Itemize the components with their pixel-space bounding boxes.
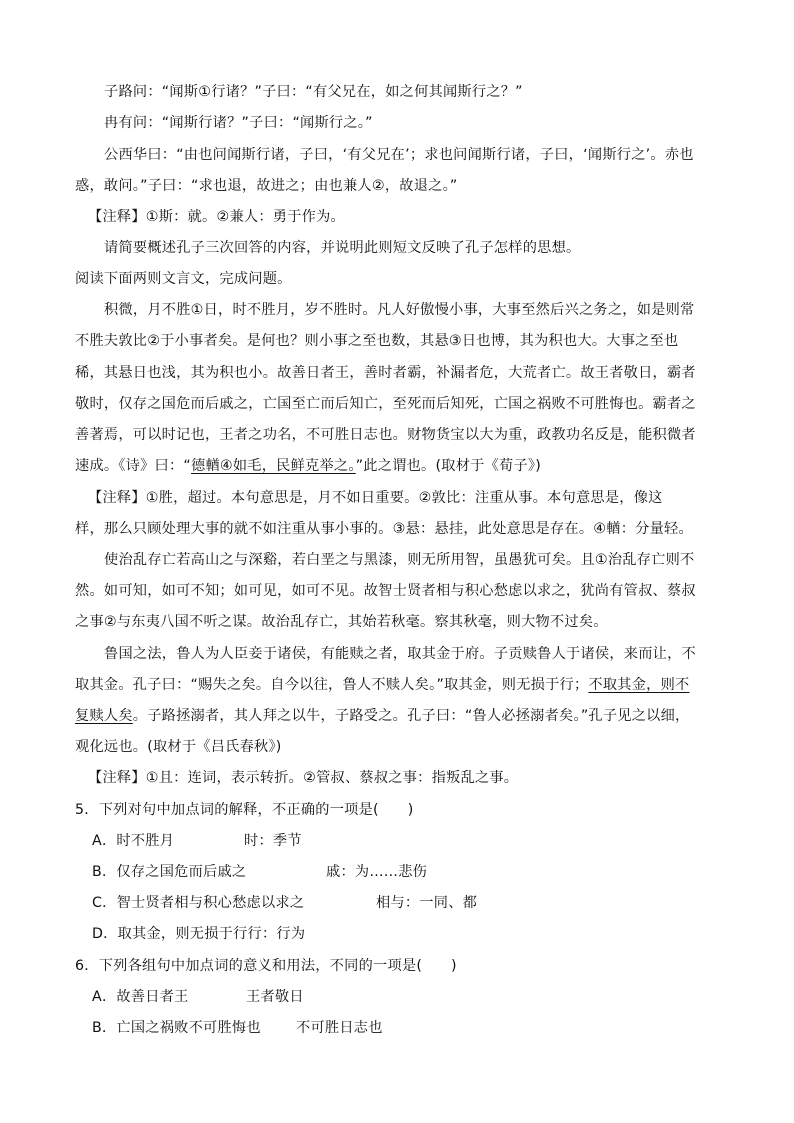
passage1-note: 【注释】①斯：就。②兼人：勇于作为。 (88, 209, 345, 225)
question-6-stem: 6．下列各组句中加点词的意义和用法，不同的一项是( ) (75, 958, 457, 974)
passage3-line: 观化远也。(取材于《吕氏春秋》) (75, 739, 282, 755)
passage3-line: 使治乱存亡若高山之与深谿，若白垩之与黑漆，则无所用智，虽愚犹可矣。且①治乱存亡则不 (104, 552, 695, 568)
q5-option-b: B．仅存之国危而后戚之 戚：为……悲伤 (92, 864, 428, 880)
underlined-sentence: 不取其金，则不 (588, 677, 690, 693)
passage3-text: 。子路拯溺者，其人拜之以牛，子路受之。孔子曰：“鲁人必拯溺者矣。”孔子见之以细， (132, 708, 690, 724)
q5-option-a: A．时不胜月 时：季节 (92, 833, 302, 849)
passage2-text: 速成。《诗》曰：“ (75, 458, 192, 474)
passage2-line: 善著焉，可以时记也，王者之功名，不可胜日志也。财物货宝以大为重，政教功名反是，能积微者 (75, 427, 696, 443)
passage1-line: 惑，敢问。”子曰：“求也退，故进之；由也兼人②，故退之。” (75, 178, 458, 194)
passage1-line: 子路问：“闻斯①行诸？”子曰：“有父兄在，如之何其闻斯行之？” (104, 84, 523, 100)
passage3-line: 之事②与东夷八国不听之谋。故治乱存亡，其始若秋毫。察其秋毫，则大物不过矣。 (75, 614, 608, 630)
passage3-note: 【注释】①且：连词，表示转折。②管叔、蔡叔之事：指叛乱之事。 (88, 770, 519, 786)
passage2-text: ”此之谓也。(取材于《荀子》) (355, 458, 542, 474)
passage2-line: 不胜夫敦比②于小事者矣。是何也？则小事之至也数，其悬③日也博，其为积也大。大事之至也 (75, 333, 679, 349)
underlined-quote: 德輶④如毛，民鲜克举之。 (191, 458, 356, 474)
passage2-note: 样，那么只顾处理大事的就不如注重从事小事的。③悬：悬挂，此处意思是存在。④輶：分量轻。 (75, 521, 693, 537)
q5-option-d: D．取其金，则无损于行行：行为 (92, 926, 306, 942)
passage1-line: 冉有问：“闻斯行诸？”子曰：“闻斯行之。” (104, 115, 373, 131)
passage2-line (75, 456, 725, 476)
passage2-line: 积微，月不胜①日，时不胜月，岁不胜时。凡人好傲慢小事，大事至然后兴之务之，如是则常 (104, 302, 695, 318)
passage3-line: 鲁国之法，鲁人为人臣妾于诸侯，有能赎之者，取其金于府。子贡赎鲁人于诸侯，来而让，不 (104, 646, 696, 662)
passage1-question: 请简要概述孔子三次回答的内容，并说明此则短文反映了孔子怎样的思想。 (104, 240, 581, 256)
passage2-line: 稀，其悬日也浅，其为积也小。故善日者王，善时者霸，补漏者危，大荒者亡。故王者敬日，霸者 (75, 365, 696, 381)
passage2-line: 敬时，仅存之国危而后戚之，亡国至亡而后知亡，至死而后知死，亡国之祸败不可胜悔也。霸者之 (75, 396, 696, 412)
passage3-line (75, 675, 725, 695)
passage3-line: 然。如可知，如可不知；如可见，如可不见。故智士贤者相与积心愁虑以求之，犹尚有管叔、蔡叔 (75, 583, 696, 599)
q6-option-b: B．亡国之祸败不可胜悔也 不可胜日志也 (92, 1020, 383, 1036)
question-5-stem: 5．下列对句中加点词的解释，不正确的一项是( ) (75, 802, 414, 818)
q6-option-a: A．故善日者王 王者敬日 (92, 989, 304, 1005)
reading-instruction: 阅读下面两则文言文，完成问题。 (75, 271, 292, 287)
underlined-sentence: 复赎人矣 (75, 708, 133, 724)
passage3-line (75, 706, 725, 726)
q5-option-c: C．智士贤者相与积心愁虑以求之 相与：一同、都 (92, 895, 478, 911)
passage2-note: 【注释】①胜，超过。本句意思是，月不如日重要。②敦比：注重从事。本句意思是，像这 (88, 490, 663, 506)
passage1-line: 公西华曰：“由也问闻斯行诸，子曰，‘有父兄在’；求也问闻斯行诸，子曰，‘闻斯行之’。赤也 (104, 147, 694, 163)
passage3-text: 取其金。孔子曰：“赐失之矣。自今以往，鲁人不赎人矣。”取其金，则无损于行； (75, 677, 589, 693)
